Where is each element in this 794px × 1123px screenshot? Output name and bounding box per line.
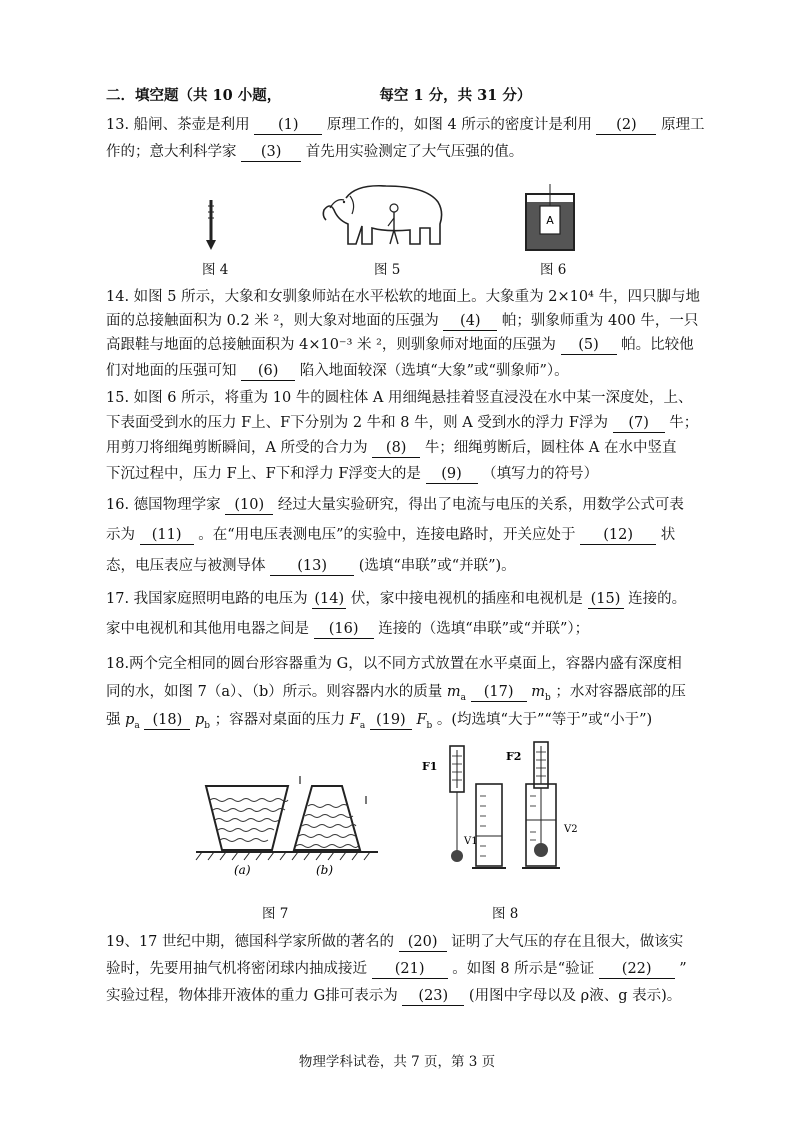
q17-text: 连接的（选填“串联”或“并联”）； xyxy=(378,621,590,637)
blank-8[interactable]: (8) xyxy=(372,440,420,458)
fig8-caption: 图 8 xyxy=(492,906,519,922)
mass-a-symbol: m xyxy=(446,684,461,700)
q17-text: 家中电视机和其他用电器之间是 xyxy=(106,621,309,637)
q15-text: 牛； xyxy=(669,415,699,431)
v1-label: V1 xyxy=(464,836,478,847)
q19-text: 证明了大气压的存在且很大，做该实 xyxy=(451,934,684,950)
mass-b-subscript: b xyxy=(544,692,551,703)
q15-text: 牛；细绳剪断后，圆柱体 A 在水中竖直 xyxy=(424,440,677,456)
blank-4[interactable]: (4) xyxy=(443,313,497,331)
q15-text: 下沉过程中，压力 F上、F下和浮力 F浮变大的是 xyxy=(106,466,421,482)
blank-2[interactable]: (2) xyxy=(596,117,656,135)
q17-text: 17. 我国家庭照明电路的电压为 xyxy=(106,591,308,607)
q13-text: 13. 船闸、茶壶是利用 xyxy=(106,117,250,133)
q16-text: 16. 德国物理学家 xyxy=(106,497,221,513)
q18-line1: 18.两个完全相同的圆台形容器重为 G，以不同方式放置在水平桌面上，容器内盛有深度相 xyxy=(106,656,682,672)
q18-text: 强 xyxy=(106,712,121,728)
page-footer: 物理学科试卷，共 7 页，第 3 页 xyxy=(298,1054,496,1070)
blank-10[interactable]: (10) xyxy=(225,497,273,515)
blank-23[interactable]: (23) xyxy=(402,988,464,1006)
force-a-symbol: F xyxy=(349,712,360,728)
hydrometer-figure xyxy=(196,196,226,256)
blank-19[interactable]: (19) xyxy=(370,712,412,730)
q15-text: 用剪刀将细绳剪断瞬间，A 所受的合力为 xyxy=(106,440,368,456)
q17-line2 xyxy=(106,619,589,639)
blank-22[interactable]: (22) xyxy=(599,961,675,979)
q13-text: 首先用实验测定了大气压强的值。 xyxy=(305,144,524,160)
q16-line3 xyxy=(106,556,516,576)
q18-text: 同的水，如图 7（a）、（b）所示。则容器内水的质量 xyxy=(106,684,443,700)
q16-text: 态，电压表应与被测导体 xyxy=(106,558,266,574)
fig7b-label: (b) xyxy=(316,863,334,877)
force-a-subscript: a xyxy=(359,720,366,731)
q17-line1 xyxy=(106,589,686,609)
q18-text: ；容器对桌面的压力 xyxy=(214,712,346,728)
section-title-left: 二．填空题（共 10 小题， xyxy=(106,87,282,104)
f1-label: F1 xyxy=(422,760,438,773)
q19-text: 实验过程，物体排开液体的重力 G排可表示为 xyxy=(106,988,398,1004)
q16-line2 xyxy=(106,525,675,545)
fig5-caption: 图 5 xyxy=(374,262,401,278)
q19-text: 19、17 世纪中期，德国科学家所做的著名的 xyxy=(106,934,395,950)
q18-line3 xyxy=(106,710,652,736)
q14-text: 帕；驯象师重为 400 牛，一只 xyxy=(501,313,699,329)
v2-label: V2 xyxy=(564,824,578,835)
q18-text: ；水对容器底部的压 xyxy=(555,684,686,700)
fig7a-label: (a) xyxy=(234,863,251,877)
blank-16[interactable]: (16) xyxy=(314,621,374,639)
q13-line2 xyxy=(106,142,523,162)
q16-text: 示为 xyxy=(106,527,135,543)
pressure-b-symbol: p xyxy=(195,712,205,728)
blank-7[interactable]: (7) xyxy=(613,415,665,433)
q19-text: (用图中字母以及 ρ液、g 表示)。 xyxy=(468,988,682,1004)
blank-14[interactable]: (14) xyxy=(312,591,346,609)
archimedes-experiment-figure xyxy=(418,740,588,880)
blank-6[interactable]: (6) xyxy=(241,363,295,381)
q16-text: 。在“用电压表测电压”的实验中，连接电路时，开关应处于 xyxy=(198,527,576,543)
mass-b-symbol: m xyxy=(531,684,545,700)
elephant-figure xyxy=(316,180,456,250)
mass-a-subscript: a xyxy=(460,692,466,703)
q17-text: 连接的。 xyxy=(628,591,687,607)
q15-line2 xyxy=(106,413,698,433)
q19-text: 验时，先要用抽气机将密闭球内抽成接近 xyxy=(106,961,367,977)
q15-line1: 15. 如图 6 所示，将重为 10 牛的圆柱体 A 用细绳悬挂着竖直浸没在水中某一深度处，上、 xyxy=(106,390,693,406)
q13-text: 原理工作的，如图 4 所示的密度计是利用 xyxy=(326,117,592,133)
q14-line3 xyxy=(106,335,694,355)
q14-text: 面的总接触面积为 0.2 米 ²，则大象对地面的压强为 xyxy=(106,313,439,329)
pressure-b-subscript: b xyxy=(204,720,211,731)
cylinder-in-water-figure xyxy=(522,184,578,254)
blank-15[interactable]: (15) xyxy=(588,591,624,609)
blank-3[interactable]: (3) xyxy=(241,144,301,162)
fig4-caption: 图 4 xyxy=(202,262,229,278)
blank-17[interactable]: (17) xyxy=(471,684,527,702)
q14-line1: 14. 如图 5 所示，大象和女驯象师站在水平松软的地面上。大象重为 2×10⁴ 牛，四只脚与地 xyxy=(106,289,700,305)
blank-20[interactable]: (20) xyxy=(399,934,447,952)
blank-1[interactable]: (1) xyxy=(254,117,322,135)
q14-text: 帕。比较他 xyxy=(621,337,694,353)
q13-text: 原理工 xyxy=(661,117,705,133)
q14-text: 们对地面的压强可知 xyxy=(106,363,237,379)
pressure-a-subscript: a xyxy=(134,720,140,731)
blank-9[interactable]: (9) xyxy=(426,466,478,484)
q14-line4 xyxy=(106,361,569,381)
q19-text: ” xyxy=(679,961,687,977)
blank-18[interactable]: (18) xyxy=(144,712,190,730)
f2-label: F2 xyxy=(506,750,522,763)
blank-13[interactable]: (13) xyxy=(270,558,354,576)
q14-text: 高跟鞋与地面的总接触面积为 4×10⁻³ 米 ²，则驯象师对地面的压强为 xyxy=(106,337,556,353)
q19-line2 xyxy=(106,959,687,979)
blank-21[interactable]: (21) xyxy=(372,961,448,979)
force-b-subscript: b xyxy=(426,720,433,731)
q15-text: 下表面受到水的压力 F上、F下分别为 2 牛和 8 牛，则 A 受到水的浮力 F浮为 xyxy=(106,415,608,431)
frustum-containers-figure xyxy=(192,770,382,880)
section-title-right: 每空 1 分，共 31 分） xyxy=(379,87,532,104)
force-b-symbol: F xyxy=(416,712,427,728)
q19-line3 xyxy=(106,986,681,1006)
q14-line2 xyxy=(106,311,698,331)
q18-text: 。(均选填“大于”“等于”或“小于”) xyxy=(436,712,653,728)
q16-line1 xyxy=(106,495,684,515)
section-title xyxy=(106,86,531,106)
fig7-caption: 图 7 xyxy=(262,906,289,922)
q19-text: 。如图 8 所示是“验证 xyxy=(452,961,595,977)
q16-text: (选填“串联”或“并联”)。 xyxy=(358,558,516,574)
q16-text: 状 xyxy=(660,527,676,543)
blank-5[interactable]: (5) xyxy=(561,337,617,355)
blank-11[interactable]: (11) xyxy=(140,527,194,545)
q14-text: 陷入地面较深（选填“大象”或“驯象师”）。 xyxy=(299,363,569,379)
q13-text: 作的；意大利科学家 xyxy=(106,144,237,160)
q15-line3 xyxy=(106,438,677,458)
q15-text: （填写力的符号） xyxy=(482,466,599,482)
q19-line1 xyxy=(106,932,683,952)
blank-12[interactable]: (12) xyxy=(580,527,656,545)
q16-text: 经过大量实验研究，得出了电流与电压的关系，用数学公式可表 xyxy=(277,497,684,513)
q17-text: 伏，家中接电视机的插座和电视机是 xyxy=(350,591,583,607)
fig6-caption: 图 6 xyxy=(540,262,567,278)
cylinder-label: A xyxy=(546,214,554,227)
q15-line4 xyxy=(106,464,598,484)
q13-line1 xyxy=(106,115,705,135)
q18-line2 xyxy=(106,682,686,708)
pressure-a-symbol: p xyxy=(125,712,135,728)
